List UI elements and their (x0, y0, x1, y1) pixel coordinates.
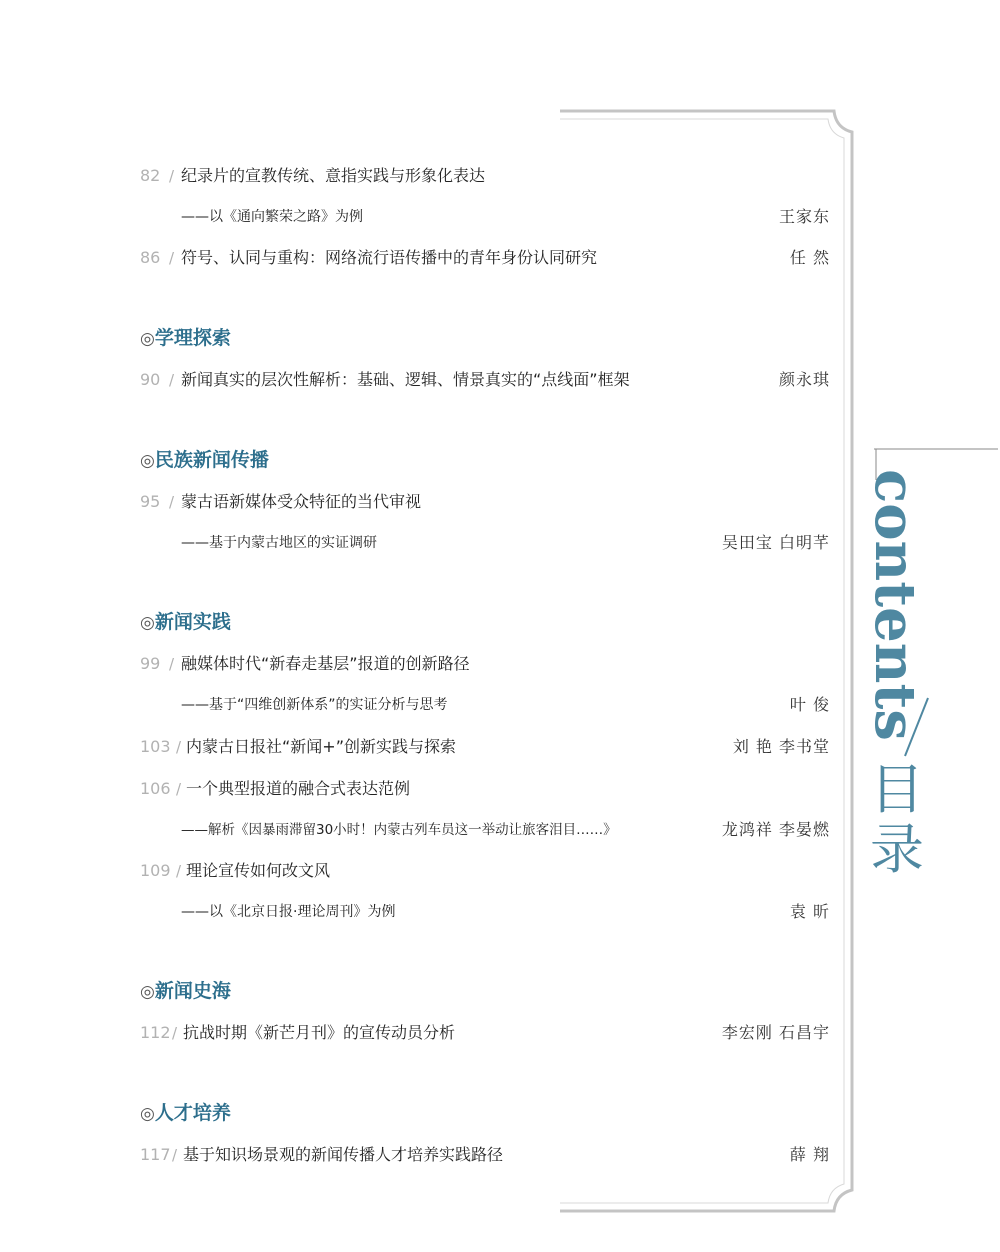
page-number: 86 (140, 248, 161, 267)
toc-entry[interactable] (140, 857, 830, 885)
page-number: 109 (140, 861, 171, 880)
section-title: 新闻史海 (154, 980, 231, 1002)
entry-title: 新闻真实的层次性解析：基础、逻辑、情景真实的“点线面”框架 (181, 370, 630, 389)
toc-entry[interactable] (140, 733, 830, 761)
contents-text: contents (862, 469, 928, 741)
entry-subtitle: ——解析《因暴雨滞留30小时！内蒙古列车员这一举动让旅客泪目……》 (181, 822, 617, 838)
section-title: 民族新闻传播 (154, 449, 269, 471)
section-heading-shihai (140, 976, 231, 1006)
page-number: 103 (140, 737, 171, 756)
page-number: 95 (140, 492, 161, 511)
section-marker: ◎ (140, 329, 155, 349)
separator: / (176, 738, 182, 756)
toc-subtitle-row[interactable] (140, 529, 830, 557)
separator: / (172, 1024, 178, 1042)
mulu-char-2: 录 (870, 818, 924, 881)
toc-entry[interactable] (140, 488, 830, 516)
entry-title: 融媒体时代“新春走基层”报道的创新路径 (181, 654, 470, 673)
toc-entry[interactable] (140, 650, 830, 678)
toc-entry[interactable] (140, 1019, 830, 1047)
entry-author: 王家东 (778, 207, 830, 226)
page-number: 117 (140, 1145, 171, 1164)
entry-subtitle: ——基于“四维创新体系”的实证分析与思考 (181, 697, 448, 713)
toc-entry[interactable] (140, 775, 830, 803)
page-number: 90 (140, 370, 161, 389)
entry-title: 抗战时期《新芒月刊》的宣传动员分析 (183, 1023, 456, 1042)
separator: / (172, 1146, 178, 1164)
separator: / (169, 167, 175, 185)
entry-author: 吴田宝 白明芊 (721, 533, 830, 552)
page-number: 82 (140, 166, 161, 185)
section-marker: ◎ (140, 982, 155, 1002)
separator: / (169, 493, 175, 511)
contents-vertical-label (860, 470, 930, 740)
entry-title: 理论宣传如何改文风 (186, 861, 331, 880)
separator: / (176, 780, 182, 798)
entry-author: 叶 俊 (789, 695, 830, 714)
separator: / (169, 371, 175, 389)
section-title: 新闻实践 (154, 611, 231, 633)
section-heading-rencai (140, 1098, 231, 1128)
section-marker: ◎ (140, 613, 155, 633)
entry-subtitle: ——以《北京日报·理论周刊》为例 (181, 904, 396, 920)
entry-author: 袁 昕 (789, 902, 830, 921)
entry-subtitle: ——以《通向繁荣之路》为例 (181, 209, 363, 225)
toc-subtitle-row[interactable] (140, 691, 830, 719)
section-title: 人才培养 (154, 1102, 231, 1124)
section-heading-xueli (140, 323, 231, 353)
page-number: 112 (140, 1023, 171, 1042)
mulu-vertical-label (862, 760, 932, 880)
toc-subtitle-row[interactable] (140, 816, 830, 844)
toc-entry[interactable] (140, 244, 830, 272)
toc-entry[interactable] (140, 162, 830, 190)
page-number: 106 (140, 779, 171, 798)
entry-title: 基于知识场景观的新闻传播人才培养实践路径 (183, 1145, 504, 1164)
entry-subtitle: ——基于内蒙古地区的实证调研 (181, 535, 377, 551)
toc-entry[interactable] (140, 1141, 830, 1169)
entry-author: 颜永琪 (778, 370, 830, 389)
toc-entry[interactable] (140, 366, 830, 394)
entry-title: 纪录片的宣教传统、意指实践与形象化表达 (181, 166, 486, 185)
section-heading-minzu (140, 445, 269, 475)
section-marker: ◎ (140, 1104, 155, 1124)
entry-title: 符号、认同与重构：网络流行语传播中的青年身份认同研究 (181, 248, 598, 267)
separator: / (169, 249, 175, 267)
mulu-char-1: 目 (870, 758, 924, 821)
separator: / (169, 655, 175, 673)
separator: / (176, 862, 182, 880)
toc-subtitle-row[interactable] (140, 898, 830, 926)
page-number: 99 (140, 654, 161, 673)
section-marker: ◎ (140, 451, 155, 471)
entry-title: 一个典型报道的融合式表达范例 (186, 779, 411, 798)
entry-author: 任 然 (789, 248, 830, 267)
entry-author: 李宏刚 石昌宇 (721, 1023, 830, 1042)
entry-title: 内蒙古日报社“新闻+”创新实践与探索 (186, 737, 456, 756)
toc-subtitle-row[interactable] (140, 203, 830, 231)
section-heading-shijian (140, 607, 231, 637)
entry-author: 薛 翔 (789, 1145, 830, 1164)
section-title: 学理探索 (154, 327, 231, 349)
entry-author: 龙鸿祥 李晏燃 (721, 820, 830, 839)
entry-title: 蒙古语新媒体受众特征的当代审视 (181, 492, 422, 511)
entry-author: 刘 艳 李书堂 (732, 737, 830, 756)
